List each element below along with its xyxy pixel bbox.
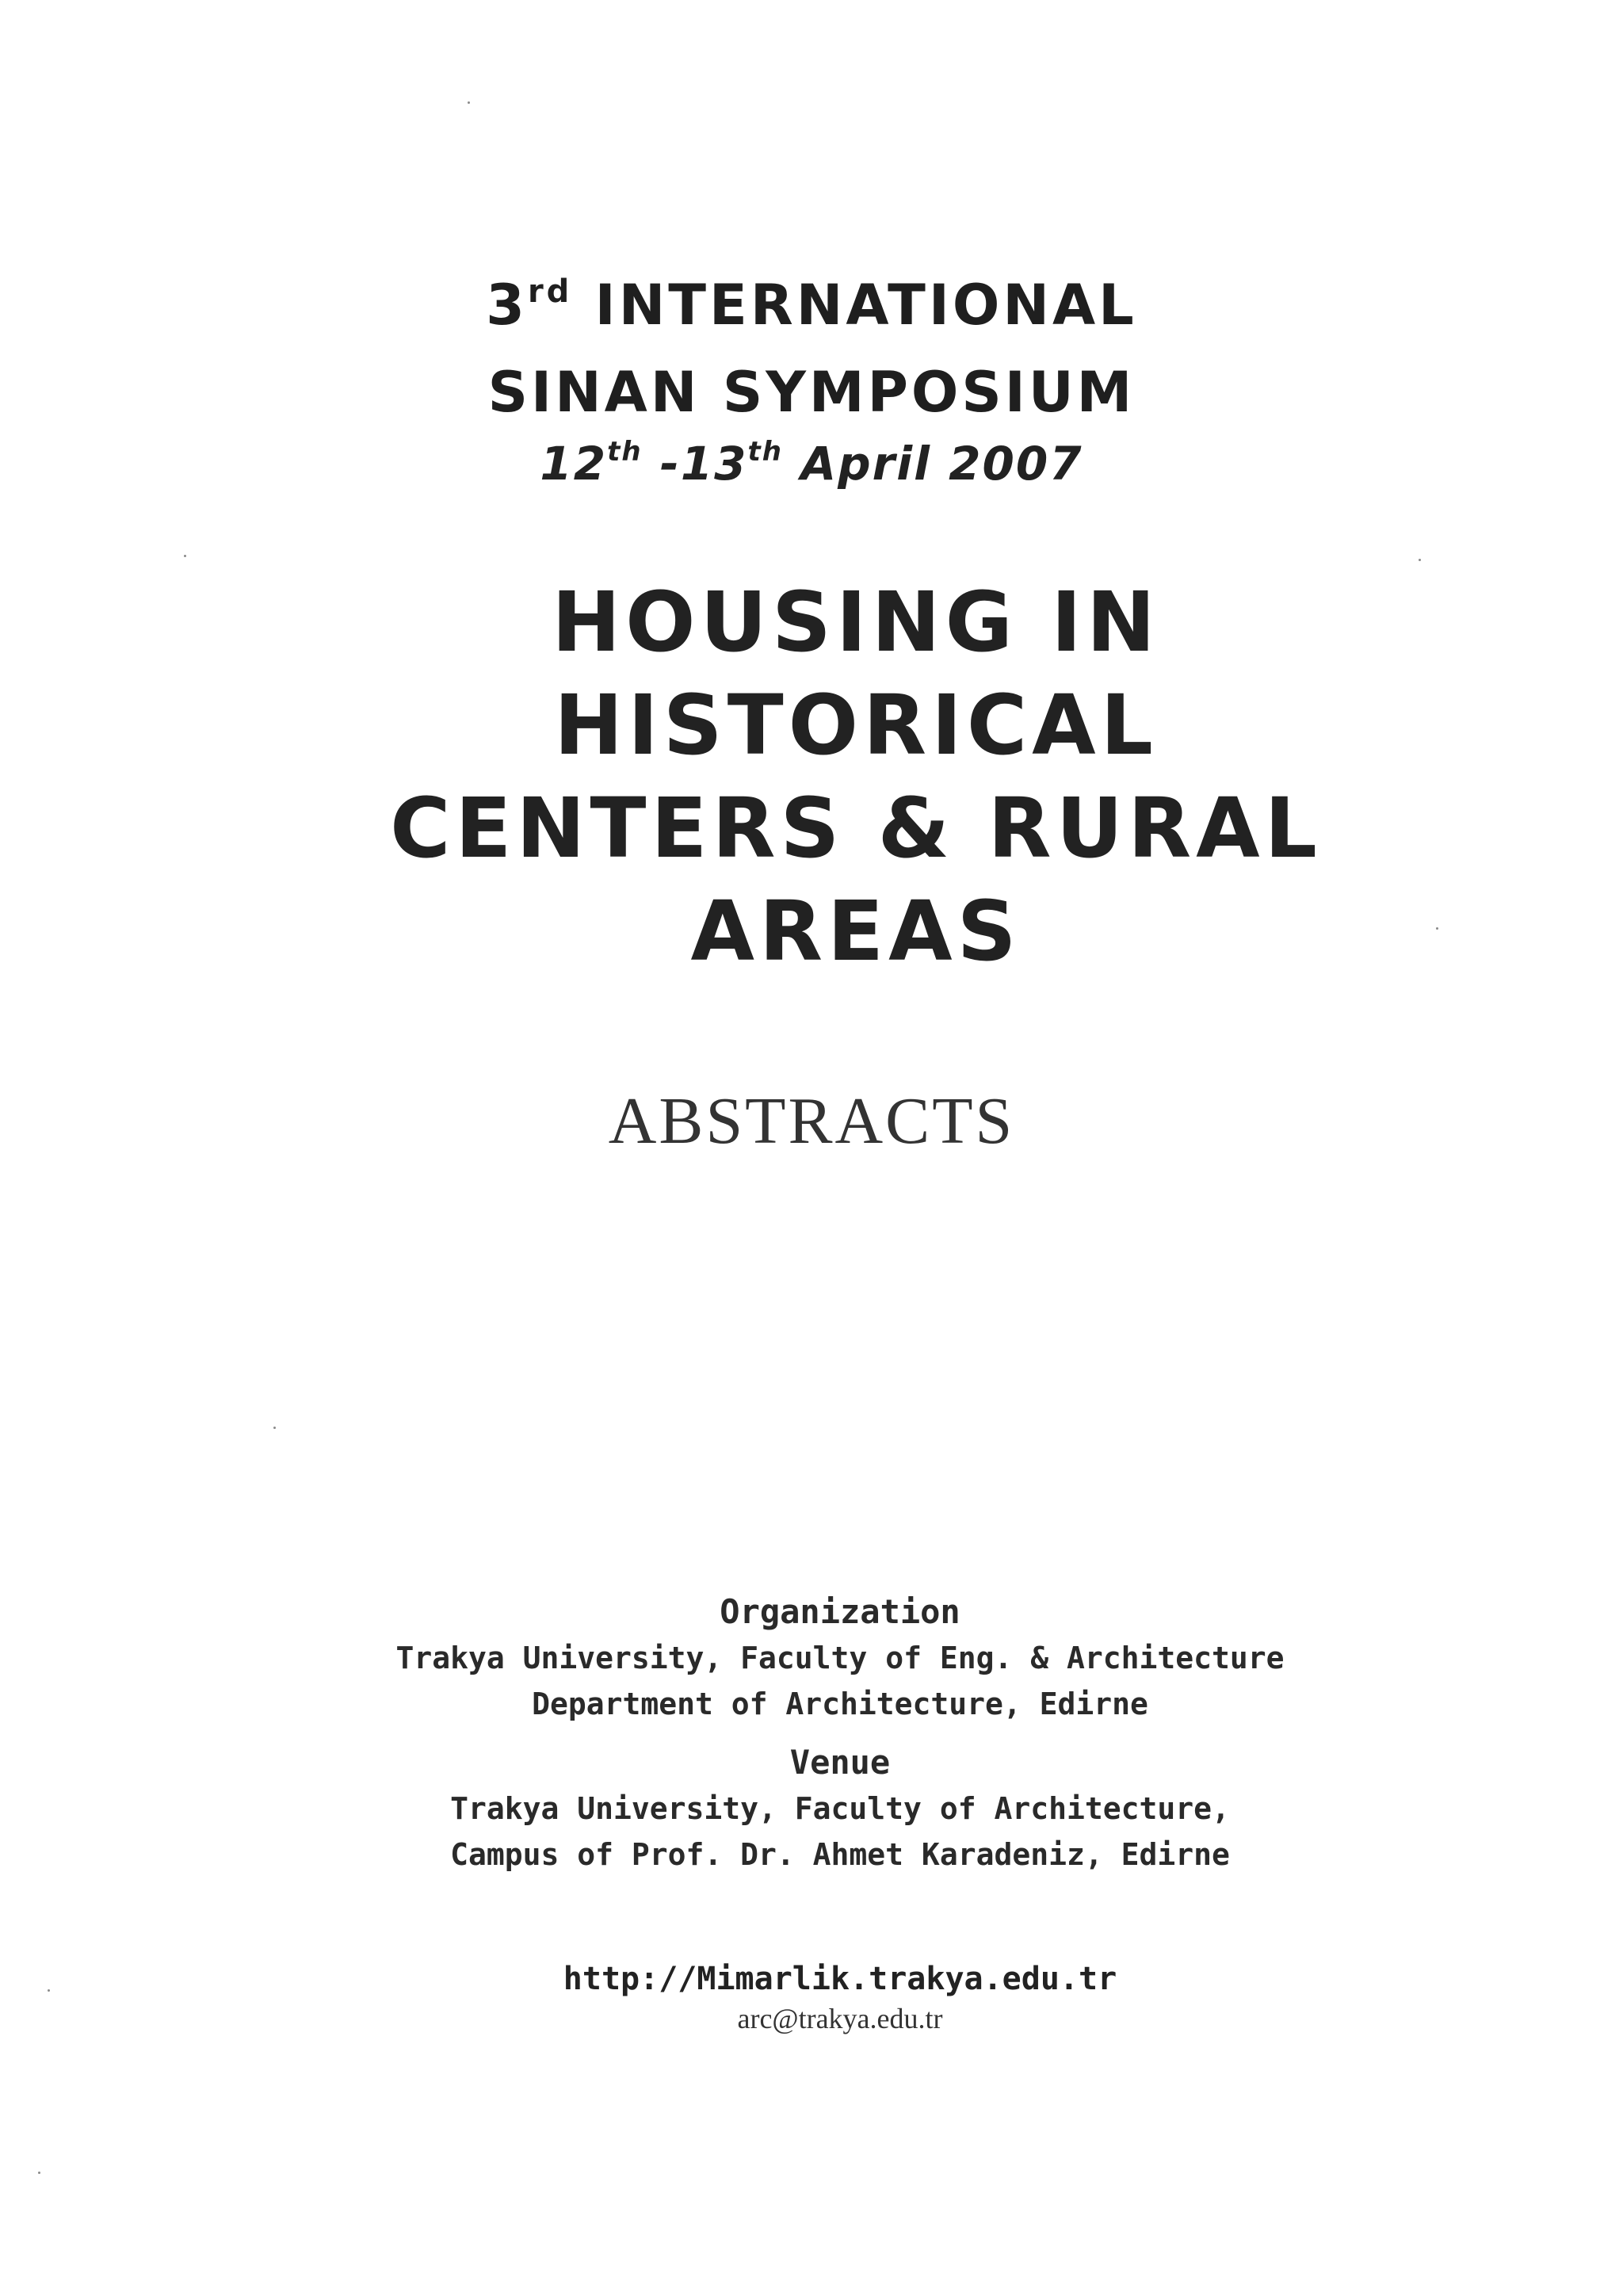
contact-email[interactable]: arc@trakya.edu.tr (737, 2003, 943, 2034)
organization-section (222, 1589, 1458, 1727)
organization-line-2: Department of Architecture, Edirne (532, 1687, 1148, 1721)
scan-speck (1419, 559, 1421, 561)
scan-speck (184, 555, 186, 557)
scan-speck (273, 1427, 276, 1429)
ordinal-number: 3 (486, 273, 528, 338)
main-title-line-1: HOUSING IN HISTORICAL (552, 574, 1160, 774)
date-day-2-suffix: th (747, 436, 784, 468)
organization-heading: Organization (720, 1592, 960, 1631)
scan-speck (468, 101, 470, 104)
scan-speck (38, 2172, 40, 2174)
scan-speck (48, 1989, 50, 1992)
organization-line-1: Trakya University, Faculty of Eng. & Architecture (395, 1641, 1285, 1675)
symposium-dates (0, 432, 1623, 495)
date-day-2: -13 (642, 437, 748, 491)
main-title-line-2: CENTERS & RURAL AREAS (390, 780, 1322, 980)
website-url[interactable]: http://Mimarlik.trakya.edu.tr (563, 1961, 1117, 1997)
venue-line-1: Trakya University, Faculty of Architecture, (450, 1791, 1230, 1826)
symposium-line-1 (0, 262, 1623, 349)
venue-line-2: Campus of Prof. Dr. Ahmet Karadeniz, Edirne (450, 1837, 1230, 1872)
date-month-year: April 2007 (783, 437, 1083, 491)
date-day-1-suffix: th (607, 436, 643, 468)
symposium-line-2: SINAN SYMPOSIUM (487, 360, 1136, 425)
date-day-1: 12 (540, 437, 608, 491)
venue-heading: Venue (789, 1743, 891, 1782)
ordinal-suffix: rd (527, 273, 573, 310)
contact-section (222, 1958, 1458, 2037)
venue-section (222, 1740, 1458, 1878)
abstracts-subtitle: ABSTRACTS (608, 1084, 1015, 1158)
symposium-international: INTERNATIONAL (594, 273, 1137, 338)
main-title (262, 571, 1450, 983)
symposium-heading (0, 262, 1623, 436)
